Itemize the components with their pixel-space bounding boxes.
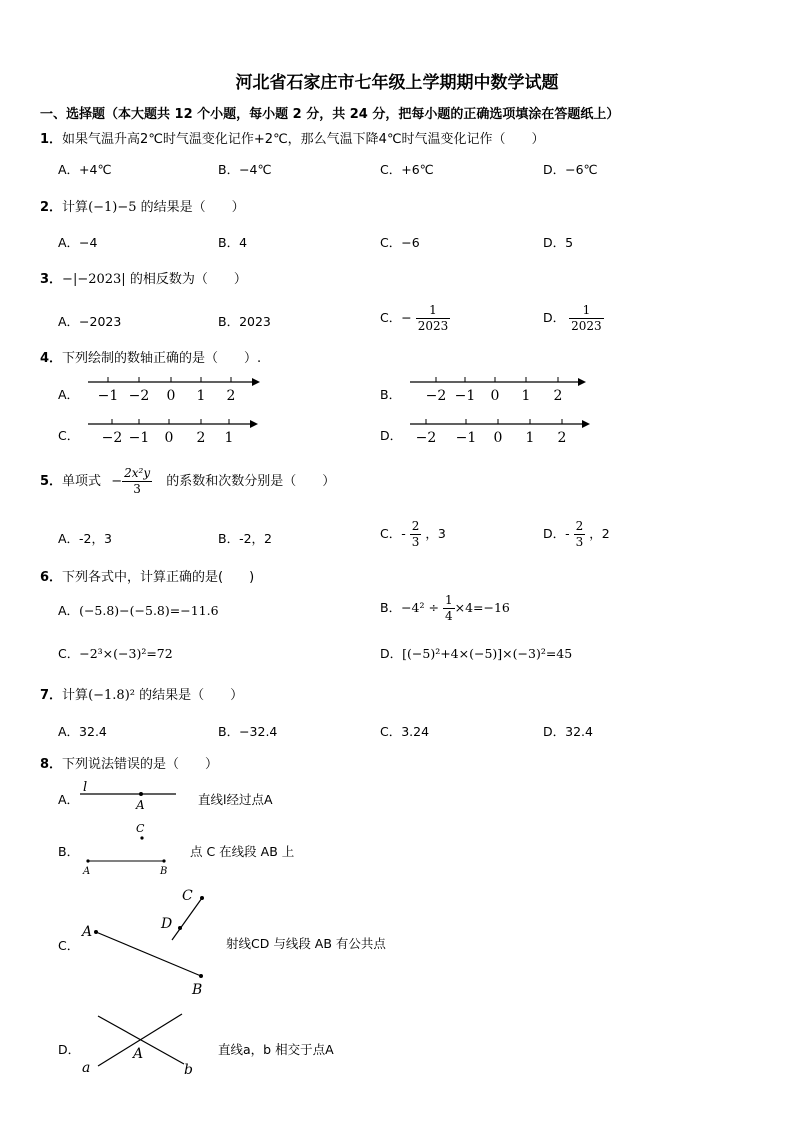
fraction: $\frac{2}{3}$ [575, 519, 584, 549]
svg-text:B: B [192, 982, 203, 996]
q1-option-a[interactable]: A．+4℃ [58, 162, 112, 177]
math-expression: ×4=−16 [454, 600, 510, 615]
question-text: 的系数和次数分别是（ ） [166, 474, 336, 489]
axis-tick-label: 2 [553, 388, 563, 404]
axis-tick-label: 1 [525, 430, 535, 446]
svg-text:b: b [184, 1062, 193, 1078]
q7-option-d[interactable]: D．32.4 [543, 724, 593, 739]
question-number: 1． [40, 132, 63, 147]
math-expression: (−5.8)−(−5.8)=−11.6 [79, 603, 219, 618]
q6-option-b[interactable] [380, 593, 510, 624]
axis-tick-label: 0 [164, 430, 174, 446]
option-label: C． [58, 646, 80, 661]
math-expression: (−1.8)² [88, 688, 135, 703]
q2-option-b[interactable]: B．4 [218, 235, 248, 250]
q2-option-c[interactable]: C．−6 [380, 235, 420, 250]
question-text: 单项式 [62, 474, 102, 489]
question-number: 6． [40, 570, 63, 585]
q6-option-c[interactable] [58, 644, 173, 662]
question-text: 的结果是（ ） [136, 200, 245, 215]
axis-tick-label: −1 [97, 388, 119, 404]
fraction: $\frac{1}{2023}$ [417, 303, 449, 333]
q2-option-d[interactable]: D．5 [543, 235, 574, 250]
q4-option-a[interactable]: A． [58, 387, 80, 402]
q1-option-d[interactable]: D．−6℃ [543, 162, 598, 177]
q5-option-b[interactable]: B．-2，2 [218, 531, 272, 546]
q3-option-b[interactable]: B．2023 [218, 314, 271, 329]
number-line-b [406, 372, 592, 408]
question-number: 4． [40, 351, 63, 366]
option-text: ，3 [425, 526, 446, 541]
q8-option-d-text: 直线a，b 相交于点A [218, 1042, 334, 1057]
math-expression: −2³×(−3)²=72 [79, 646, 173, 661]
axis-tick-label: 0 [493, 430, 503, 446]
q7-option-b[interactable]: B．−32.4 [218, 724, 278, 739]
q3-option-c[interactable] [380, 303, 450, 334]
question-2 [40, 196, 245, 215]
axis-tick-label: 0 [166, 388, 176, 404]
q3-option-a[interactable]: A．−2023 [58, 314, 122, 329]
question-text: 下列绘制的数轴正确的是（ ）. [62, 351, 262, 366]
question-text: 计算 [62, 688, 89, 703]
q5-option-d[interactable] [543, 519, 610, 550]
svg-text:A: A [136, 798, 145, 812]
q8-option-b-text: 点 C 在线段 AB 上 [190, 844, 295, 859]
q6-option-d[interactable] [380, 644, 572, 662]
question-5 [40, 466, 335, 497]
q8-option-a-text: 直线l经过点A [198, 792, 273, 807]
svg-text:C: C [182, 888, 193, 904]
fraction: $\frac{2}{3}$ [411, 519, 420, 549]
intersecting-lines-diagram [76, 1008, 206, 1082]
question-number: 8． [40, 757, 63, 772]
question-3 [40, 268, 247, 287]
svg-text:l: l [83, 780, 88, 795]
question-6 [40, 566, 254, 585]
option-label: A． [58, 603, 80, 618]
math-expression: −|−2023| [62, 272, 126, 287]
q4-option-b[interactable]: B． [380, 387, 402, 402]
line-through-point-diagram [78, 778, 182, 814]
option-label: C．− [380, 310, 412, 325]
svg-text:A: A [83, 866, 91, 877]
q5-option-c[interactable] [380, 519, 446, 550]
question-number: 2． [40, 200, 63, 215]
q8-option-b[interactable]: B． [58, 844, 80, 859]
axis-tick-label: −2 [425, 388, 447, 404]
question-4 [40, 347, 261, 366]
q5-option-a[interactable]: A．-2，3 [58, 531, 112, 546]
question-text: 的相反数为（ ） [125, 272, 247, 287]
axis-tick-label: 2 [226, 388, 236, 404]
question-text: 下列说法错误的是（ ） [62, 757, 219, 772]
svg-text:a: a [82, 1060, 91, 1076]
q8-option-c-text: 射线CD 与线段 AB 有公共点 [226, 936, 386, 951]
axis-tick-label: −1 [128, 430, 150, 446]
fraction: $\frac{1}{4}$ [444, 593, 453, 623]
question-number: 5． [40, 474, 63, 489]
q6-option-a[interactable] [58, 601, 219, 619]
q8-option-a[interactable]: A． [58, 792, 80, 807]
page-title: 河北省石家庄市七年级上学期期中数学试题 [235, 73, 559, 93]
point-segment-diagram [78, 818, 178, 878]
section-heading: 一、选择题（本大题共 12 个小题，每小题 2 分，共 24 分，把每小题的正确选项填涂在答题纸上） [40, 107, 620, 122]
fraction: $\frac{1}{2023}$ [571, 303, 602, 333]
option-label: D． [380, 646, 403, 661]
axis-tick-label: −2 [415, 430, 437, 446]
axis-tick-label: −2 [101, 430, 123, 446]
svg-text:C: C [136, 822, 145, 835]
question-7 [40, 684, 243, 703]
axis-tick-label: 1 [521, 388, 531, 404]
q1-option-c[interactable]: C．+6℃ [380, 162, 434, 177]
svg-text:D: D [161, 916, 173, 932]
math-expression: (−1)−5 [88, 200, 137, 215]
math-sign: − [111, 474, 123, 489]
question-number: 7． [40, 688, 63, 703]
question-text: 计算 [62, 200, 89, 215]
axis-tick-label: −1 [454, 388, 476, 404]
axis-tick-label: −2 [128, 388, 150, 404]
axis-tick-label: 2 [557, 430, 567, 446]
q4-option-c[interactable]: C． [58, 428, 80, 443]
svg-text:B: B [160, 866, 168, 877]
q4-option-d[interactable]: D． [380, 428, 403, 443]
axis-tick-label: 1 [196, 388, 206, 404]
option-label: C．- [380, 526, 406, 541]
number-line-c [84, 414, 264, 450]
fraction: $\frac{\text{2x²y}}{3}$ [124, 466, 151, 496]
q7-option-a[interactable]: A．32.4 [58, 724, 107, 739]
q8-option-d[interactable]: D． [58, 1042, 81, 1057]
option-label: D． [543, 310, 566, 325]
question-1 [40, 128, 545, 147]
axis-tick-label: 0 [490, 388, 500, 404]
option-label: D．- [543, 526, 570, 541]
svg-text:A: A [133, 1046, 144, 1062]
question-text: 下列各式中，计算正确的是( ) [62, 570, 255, 585]
number-line-d [406, 414, 596, 450]
number-line-a [84, 372, 264, 408]
question-8 [40, 753, 218, 772]
axis-tick-label: 1 [224, 430, 234, 446]
option-label: B． [380, 600, 402, 615]
question-text: 如果气温升高2℃时气温变化记作+2℃，那么气温下降4℃时气温变化记作（ ） [62, 132, 545, 147]
q8-option-c[interactable]: C． [58, 938, 80, 953]
option-text: ，2 [589, 526, 610, 541]
q3-option-d[interactable] [543, 303, 604, 334]
axis-tick-label: 2 [196, 430, 206, 446]
svg-text:A: A [82, 924, 93, 940]
question-number: 3． [40, 272, 63, 287]
question-text: 的结果是（ ） [134, 688, 244, 703]
q1-option-b[interactable]: B．−4℃ [218, 162, 272, 177]
q7-option-c[interactable]: C．3.24 [380, 724, 430, 739]
axis-tick-label: −1 [455, 430, 477, 446]
q2-option-a[interactable]: A．−4 [58, 235, 98, 250]
math-expression: −4² ÷ [401, 600, 439, 615]
ray-segment-diagram [76, 884, 216, 996]
math-expression: [(−5)²+4×(−5)]×(−3)²=45 [402, 646, 573, 661]
